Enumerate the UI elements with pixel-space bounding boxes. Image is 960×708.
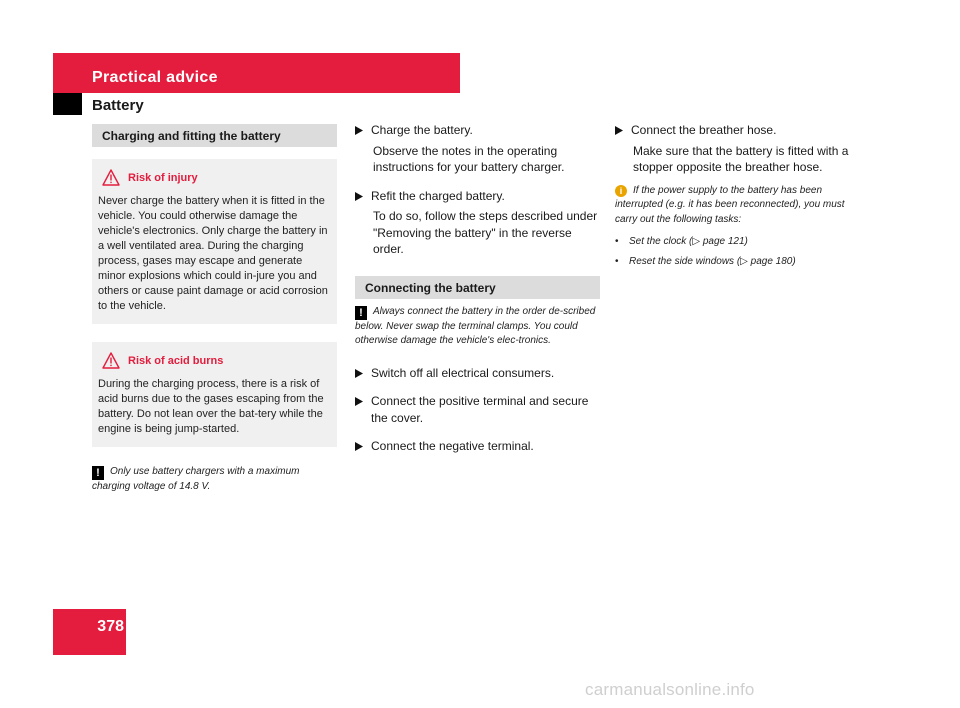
step-item <box>355 393 600 426</box>
step-text: Connect the breather hose. <box>631 123 777 137</box>
step-text: Connect the negative terminal. <box>371 439 534 453</box>
step-item <box>355 122 600 139</box>
step-item <box>355 188 600 205</box>
warning-title: Risk of injury <box>128 171 198 184</box>
step-subtext: Make sure that the battery is fitted with a stopper opposite the breather hose. <box>633 143 849 174</box>
page-number: 378 <box>97 618 124 635</box>
arrow-icon <box>355 122 363 139</box>
watermark: carmanualsonline.info <box>585 680 755 699</box>
step-text: Switch off all electrical consumers. <box>371 365 555 380</box>
warning-box-acid <box>92 342 337 447</box>
section-title: Battery <box>92 97 144 114</box>
step-text: Charge the battery. <box>371 123 473 137</box>
step-item <box>615 122 863 139</box>
step-text: Connect the positive terminal and secure the cover. <box>371 394 589 425</box>
info-icon: i <box>615 185 627 197</box>
arrow-icon <box>355 393 363 426</box>
chapter-title: Practical advice <box>92 69 218 86</box>
warning-box-injury <box>92 159 337 324</box>
bullet-icon: • <box>615 236 619 247</box>
step-subtext: Observe the notes in the operating instructions for your battery charger. <box>373 143 565 174</box>
step-text: Refit the charged battery. <box>371 188 505 203</box>
warning-triangle-icon <box>102 169 120 186</box>
column-1 <box>92 124 337 495</box>
warning-title: Risk of acid burns <box>128 354 224 367</box>
info-note <box>615 184 863 228</box>
section-heading-charging: Charging and fitting the battery <box>92 124 337 147</box>
warning-text: During the charging process, there is a risk of acid burns due to the gases escaping from the battery. Do not lean over the bat-tery while the engine is being jump-started. <box>98 378 324 435</box>
exclamation-icon: ! <box>92 466 104 480</box>
note-text: Only use battery chargers with a maximum charging voltage of 14.8 V. <box>92 466 300 492</box>
arrow-icon <box>355 188 363 205</box>
note-charger <box>92 465 337 495</box>
list-item-text: Set the clock (▷ page 121) <box>629 236 748 247</box>
column-3 <box>615 122 863 275</box>
step-subtext: To do so, follow the steps described under "Removing the battery" in the reverse order. <box>373 209 598 256</box>
column-2 <box>355 122 600 459</box>
warning-text: Never charge the battery when it is fitted in the vehicle. You could otherwise damage the vehicle's electronics. Only charge the battery in a well ventilated area. During the charging process, gases may escape and generate minor explosions which could in-jure you and others or cause paint damage or acid corrosion to the vehicle. <box>98 195 328 312</box>
section-marker <box>53 93 82 115</box>
task-list <box>615 235 863 269</box>
note-connect-order <box>355 305 600 349</box>
arrow-icon <box>355 365 363 382</box>
section-heading-connecting: Connecting the battery <box>355 276 600 299</box>
note-text: Always connect the battery in the order de-scribed below. Never swap the terminal clamps. You could otherwise damage the vehicle's elec-tronics. <box>355 305 596 346</box>
step-item <box>355 438 600 455</box>
warning-triangle-icon <box>102 352 120 369</box>
step-item <box>355 365 600 382</box>
list-item <box>615 255 863 269</box>
bullet-icon: • <box>615 256 619 267</box>
arrow-icon <box>615 122 623 139</box>
exclamation-icon: ! <box>355 306 367 320</box>
info-text: If the power supply to the battery has been interrupted (e.g. it has been reconnected), you must carry out the following tasks: <box>615 184 845 225</box>
list-item <box>615 235 863 249</box>
list-item-text: Reset the side windows (▷ page 180) <box>629 256 796 267</box>
arrow-icon <box>355 438 363 455</box>
